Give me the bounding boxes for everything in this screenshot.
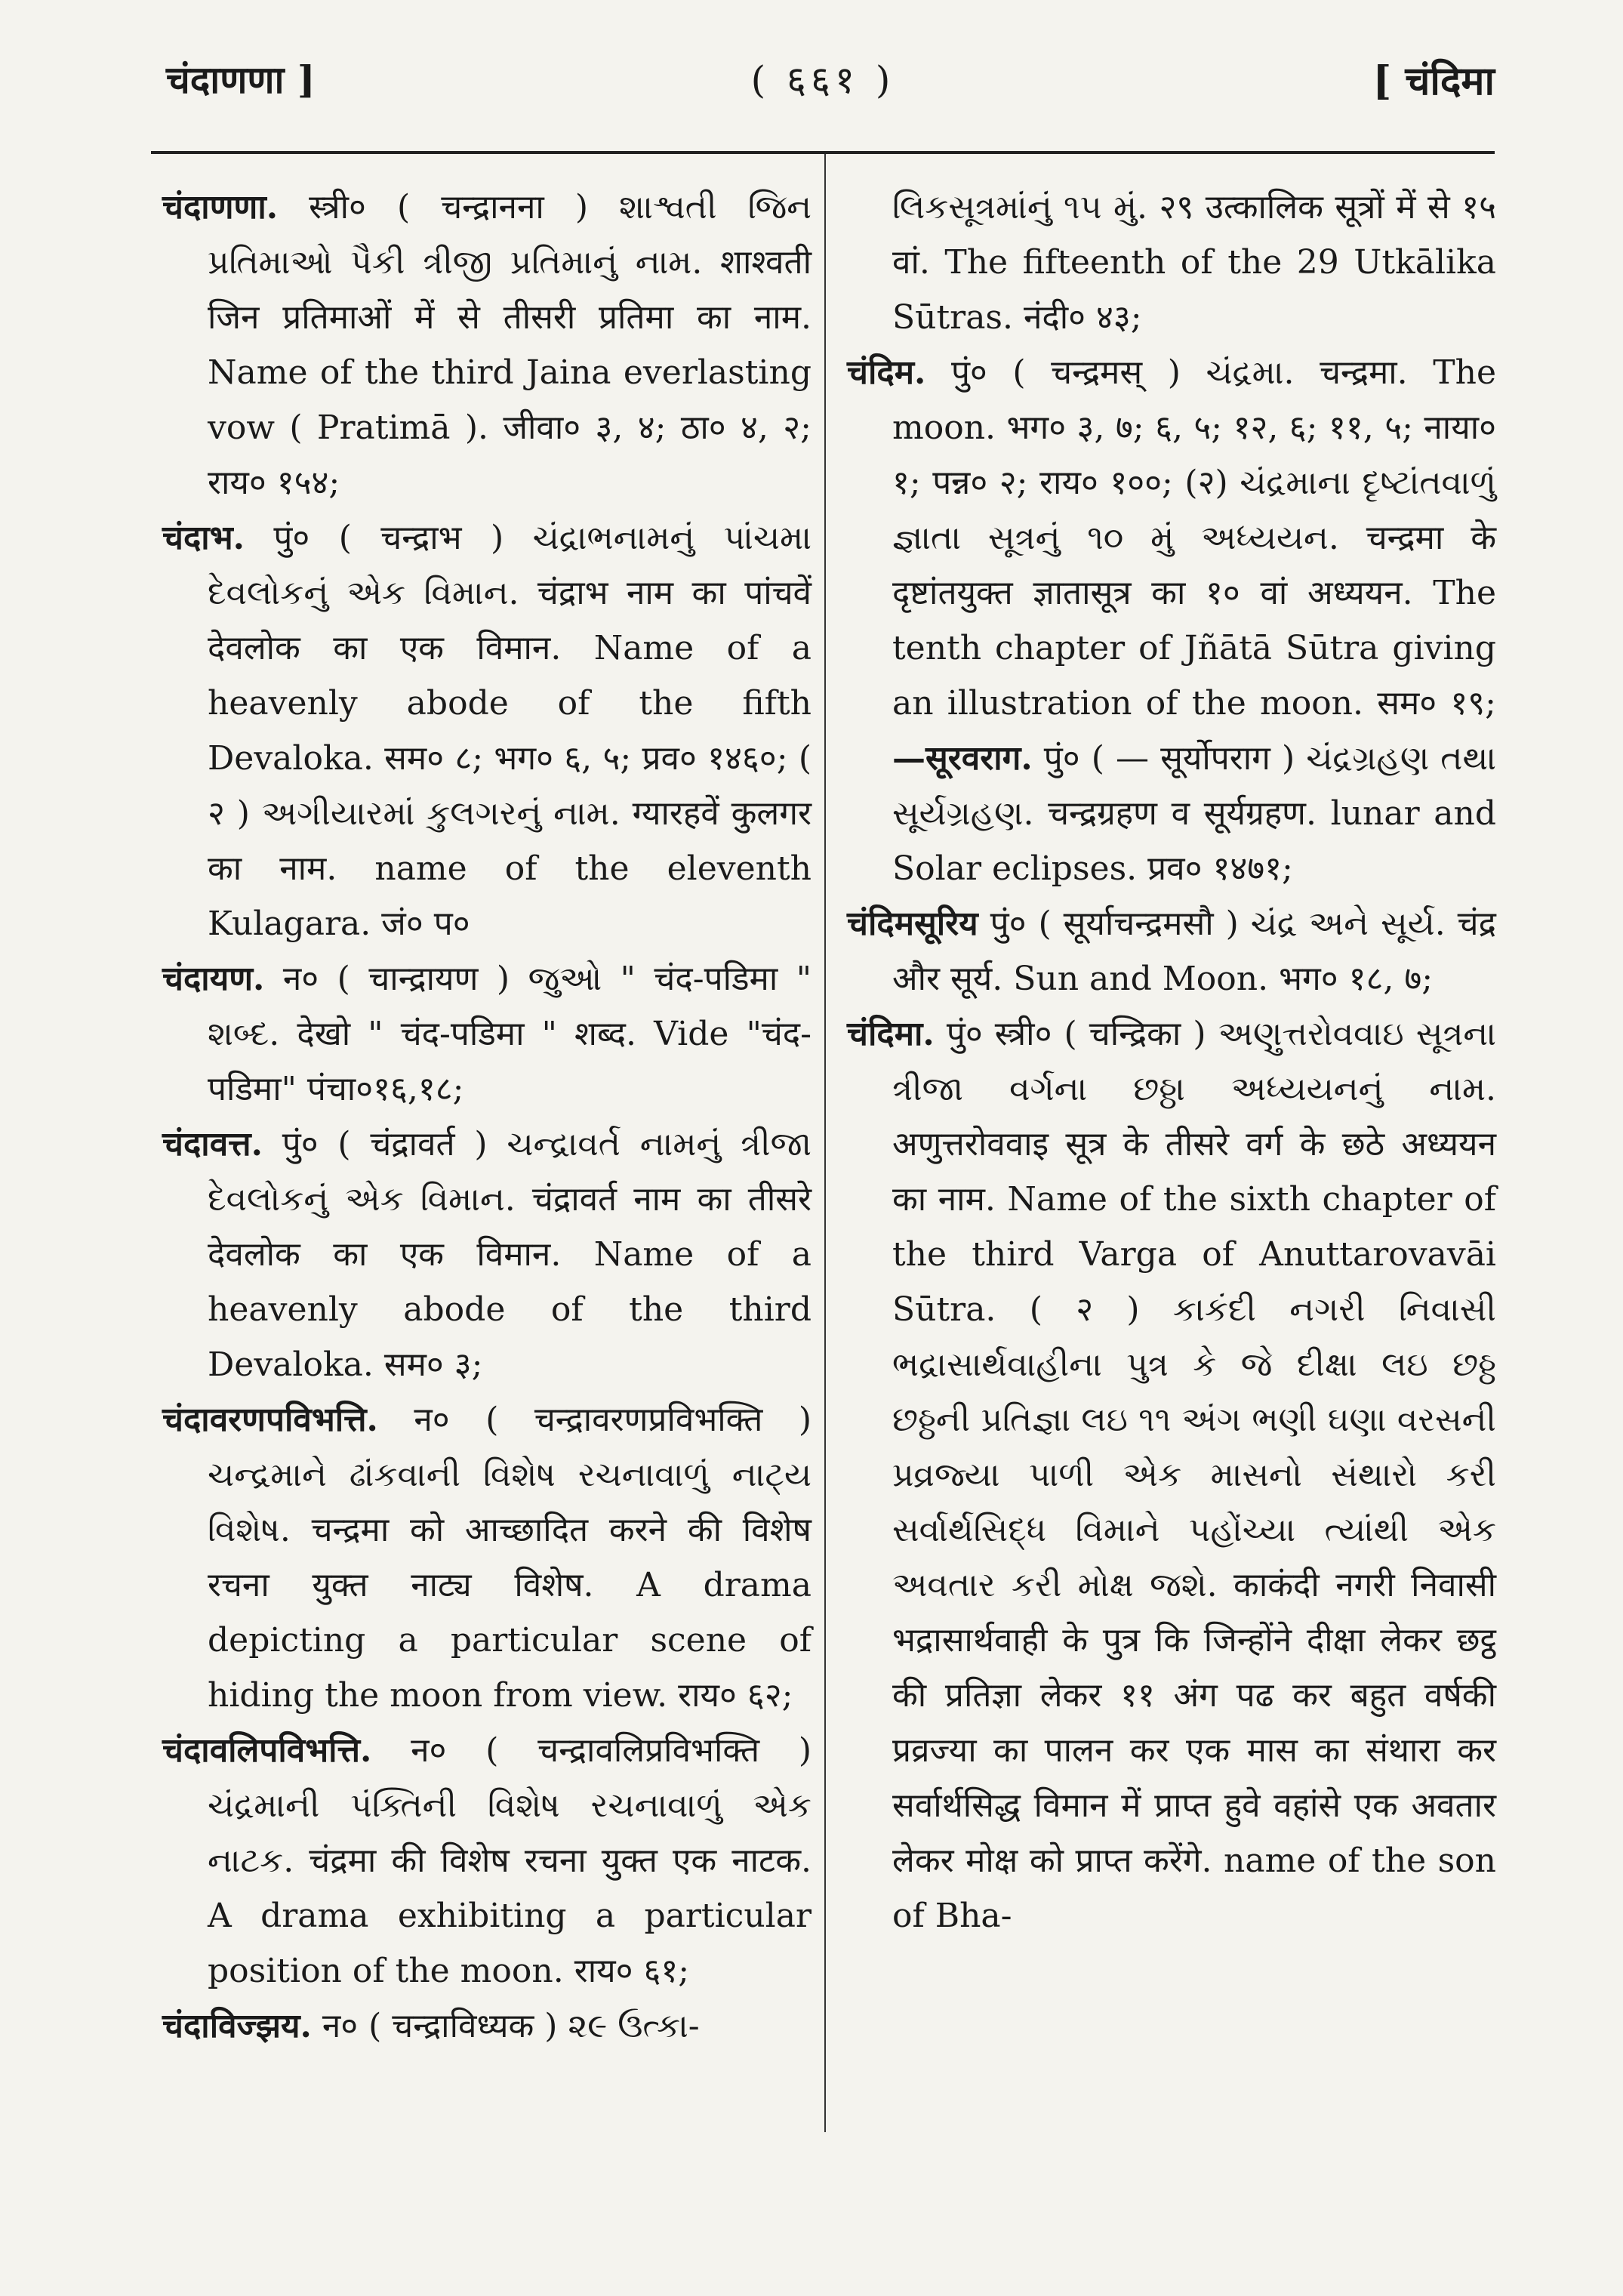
sub-headword: —सूरवराग. xyxy=(892,739,1033,778)
entry-body: न० ( चन्द्रावलिप्रविभक्ति ) ચંદ્રમાની પંક્તિની વિશેષ રચનાવાળું એક નાટક. चंद्रमा की विशेष रचना युक्त एक नाटक. A drama exhibiting a particular position of the moon. राय० ६१; xyxy=(208,1731,812,1990)
right-column xyxy=(847,180,1496,1943)
dictionary-entry xyxy=(162,1999,812,2054)
entry-body: पुं० स्त्री० ( चन्द्रिका ) અણુત્તરોવવાઇ સૂત્રના ત્રીજા વર્ગના છઠ્ઠા અધ્યયનનું નામ. अणुत्तरोववाइ सूत्र के तीसरे वर्ग के छठे अध्ययन का नाम. Name of the sixth chapter of the third Varga of Anuttarovavāi Sūtra. ( २ ) કાકંદી નગરી નિવાસી ભદ્રાસાર્થવાહીના પુત્ર કે જે દીક્ષા લઇ છઠ્ઠ છઠ્ઠની પ્રતિજ્ઞા લઇ ૧૧ અંગ ભણી ઘણા વરસની પ્રવ્રજ્યા પાળી એક માસનો સંથારો કરી સર્વાર્થસિદ્ધ વિમાને પહોંચ્યા ત્યાંથી એક અવતાર કરી મોક્ષ જશે. काकंदी नगरी निवासी भद्रासार्थवाही के पुत्र कि जिन्होंने दीक्षा लेकर छट्ठ की प्रतिज्ञा लेकर ११ अंग पढ कर बहुत वर्षकी प्रव्रज्या का पालन कर एक मास का संथारा कर सर्वार्थसिद्ध विमान में प्राप्त हुवे वहांसे एक अवतार लेकर मोक्ष को प्राप्त करेंगे. name of the son of Bha- xyxy=(892,1015,1496,1935)
dictionary-entry xyxy=(847,345,1496,896)
header-left-guideword: चंदाणणा ] xyxy=(166,57,316,102)
page-number: ( ६६१ ) xyxy=(750,58,895,102)
entry-body: न० ( चान्द्रायण ) જુઓ " चंद-पडिमा " શબ્દ. देखो " चंद-पडिमा " शब्द. Vide "चंद-पडिमा" पंचा०१६,१८; xyxy=(208,960,812,1108)
entry-body: पुं० ( चंद्रावर्त ) ચન્દ્રાવર્ત નામનું ત્રીજા દેવલોકનું એક વિમાન. चंद्रावर्त नाम का तीसरे देवलोक का एक विमान. Name of a heavenly abode of the third Devaloka. सम० ३; xyxy=(208,1125,812,1384)
headword: चंदावत्त. xyxy=(162,1125,263,1163)
dictionary-entry xyxy=(847,896,1496,1006)
page-header xyxy=(151,53,1495,113)
entry-body: स्त्री० ( चन्द्रानना ) શાશ્વતી જિન પ્રતિમાઓ પૈકી ત્રીજી પ્રતિમાનું નામ. शाश्वती जिन प्रतिमाओं में से तीसरी प्रतिमा का नाम. Name of the third Jaina everlasting vow ( Pratimā ). जीवा० ३, ४; ठा० ४, २; राय० १५४; xyxy=(208,188,812,502)
header-rule xyxy=(151,151,1495,154)
entry-body: न० ( चन्द्रावरणप्रविभक्ति ) ચન્દ્રમાને ઢાંકવાની વિશેષ રચનાવાળું નાટ્ય વિશેષ. चन्द्रमा को आच्छादित करने की विशेष रचना युक्त नाट्य विशेष. A drama depicting a particular scene of hiding the moon from view. राय० ६२; xyxy=(208,1401,812,1715)
headword: चंदाणणा. xyxy=(162,188,279,227)
dictionary-entry xyxy=(847,1006,1496,1943)
left-column xyxy=(162,180,812,2054)
dictionary-entry xyxy=(162,1117,812,1392)
header-right-guideword: [ चंदिमा xyxy=(1372,58,1495,104)
headword: चंदावलिपविभत्ति. xyxy=(162,1731,372,1770)
headword: चंदिमसूरिय xyxy=(847,905,978,943)
headword: चंदिमा. xyxy=(847,1015,935,1053)
dictionary-entry xyxy=(162,951,812,1117)
headword: चंदाविज्झय. xyxy=(162,2007,312,2045)
dictionary-entry xyxy=(162,510,812,951)
entry-continuation xyxy=(847,180,1496,345)
entry-body: न० ( चन्द्राविध्यक ) ૨૯ ઉત્કા- xyxy=(322,2007,700,2045)
column-divider xyxy=(824,154,826,2132)
headword: चंदिम. xyxy=(847,353,926,392)
dictionary-entry xyxy=(162,1392,812,1723)
dictionary-entry xyxy=(162,180,812,510)
entry-body: લિકસૂત્રમાંનું ૧૫ મું. २९ उत्कालिक सूत्रों में से १५ वां. The fifteenth of the 29 Utkālika Sūtras. नंदी० ४३; xyxy=(892,188,1496,337)
entry-body: पुं० ( सूर्याचन्द्रमसौ ) ચંદ્ર અને સૂર્ય. चंद्र और सूर्य. Sun and Moon. भग० १८, ७; xyxy=(892,905,1496,998)
entry-body: पुं० ( चन्द्राभ ) ચંદ્રાભનામનું પાંચમા દેવલોકનું એક વિમાન. चंद्राभ नाम का पांचवें देवलोक का एक विमान. Name of a heavenly abode of the fifth Devaloka. सम० ८; भग० ६, ५; प्रव० १४६०; ( २ ) અગીયારમાં કુલગરનું નામ. ग्यारहवें कुलगर का नाम. name of the eleventh Kulagara. जं० प० xyxy=(208,519,812,943)
entry-body: पुं० ( चन्द्रमस् ) ચંદ્રમા. चन्द्रमा. The moon. भग० ३, ७; ६, ५; १२, ६; ११, ५; नाया० १; पन्न० २; राय० १००; (२) ચંદ્રમાના દૃષ્ટાંતવાળું જ્ઞાતા સૂત્રનું ૧૦ મું અધ્યયન. चन्द्रमा के दृष्टांतयुक्त ज्ञातासूत्र का १० वां अध्ययन. The tenth chapter of Jñātā Sūtra giving an illustration of the moon. सम० १९; xyxy=(892,353,1496,723)
sub-entry-body: पुं० ( — सूर्योपराग ) ચંદ્રગ્રહણ તથા સૂર્યગ્રહણ. चन्द्रग्रहण व सूर्यग्रहण. lunar and Solar eclipses. प्रव० १४७१; xyxy=(892,739,1496,888)
headword: चंदावरणपविभत्ति. xyxy=(162,1401,378,1439)
headword: चंदायण. xyxy=(162,960,265,998)
dictionary-entry xyxy=(162,1723,812,1999)
headword: चंदाभ. xyxy=(162,519,245,557)
